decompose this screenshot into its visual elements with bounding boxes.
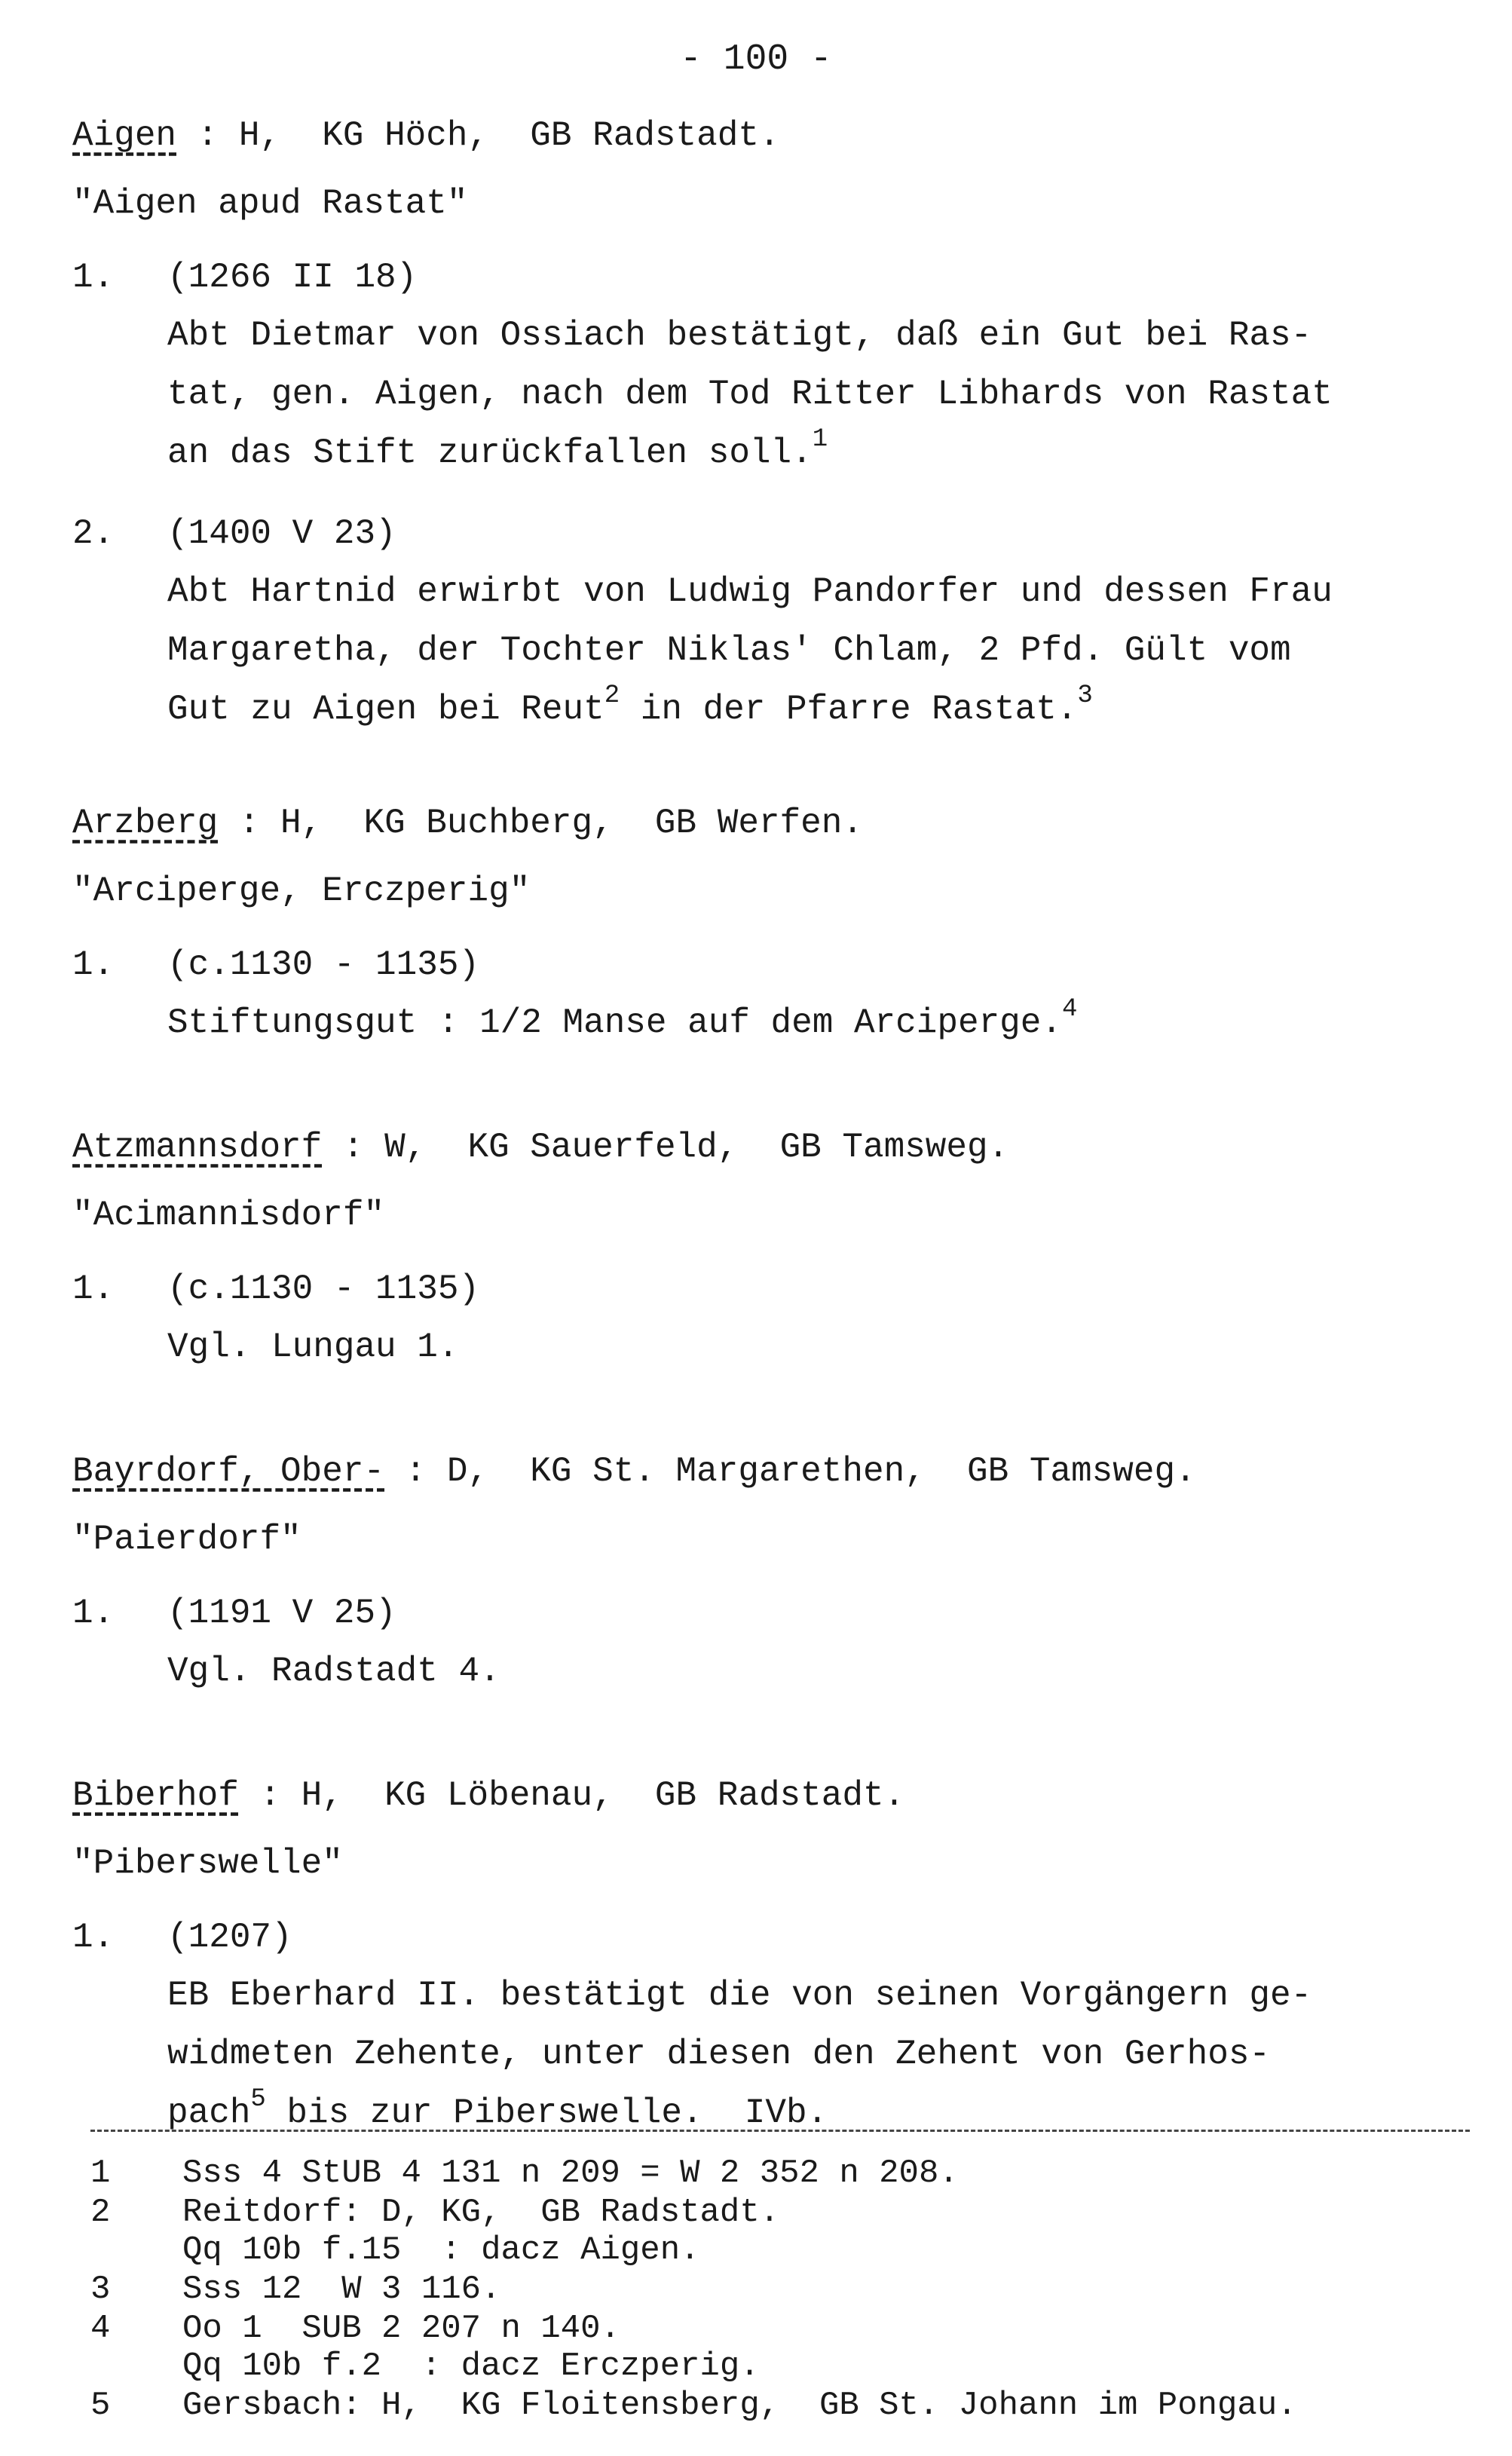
place-details: : W, KG Sauerfeld, GB Tamsweg. (322, 1128, 1009, 1167)
item-date: (c.1130 - 1135) (167, 1269, 480, 1309)
text-line (167, 424, 1467, 482)
item-text (167, 994, 1467, 1052)
footnote-text (182, 2271, 500, 2308)
item-text (167, 562, 1467, 739)
item-text (167, 1318, 1467, 1377)
footnote-line: Qq 10b f.2 : dacz Erczperig. (182, 2347, 760, 2385)
footnote-ref: 4 (1062, 994, 1078, 1024)
footnote-text (182, 2387, 1297, 2424)
entry-heading (72, 1773, 1467, 1818)
item-text (167, 1642, 1467, 1701)
text-line: EB Eberhard II. bestätigt die von seinen Vorgängern ge- (167, 1976, 1312, 2015)
text-line: widmeten Zehente, unter diesen den Zehent von Gerhos- (167, 2035, 1271, 2074)
historic-name: "Paierdorf" (72, 1520, 301, 1559)
historic-name: "Acimannisdorf" (72, 1196, 385, 1235)
text-line (167, 680, 1467, 739)
footnote (90, 2387, 1297, 2424)
entry-biberhof (72, 1773, 1467, 2142)
footnote (90, 2271, 500, 2308)
footnote (90, 2194, 779, 2269)
footnote-text (182, 2154, 959, 2192)
entry-atzmannsdorf (72, 1125, 1467, 1377)
text-segment: Gut zu Aigen bei Reut (167, 690, 604, 729)
text-line (167, 994, 1467, 1052)
item-number: 1. (72, 1594, 115, 1633)
place-name: Arzberg (72, 804, 219, 843)
item-number: 1. (72, 1269, 115, 1309)
place-name: Bayrdorf, Ober- (72, 1452, 385, 1491)
footnote-line: Reitdorf: D, KG, GB Radstadt. (182, 2194, 780, 2231)
place-details: : H, KG Höch, GB Radstadt. (176, 116, 780, 155)
footnote-number: 1 (90, 2154, 111, 2192)
footnote (90, 2310, 760, 2385)
record-item (72, 1909, 1467, 2142)
text-segment: Stiftungsgut : 1/2 Manse auf dem Arciperge. (167, 1003, 1062, 1043)
text-line (167, 2084, 1467, 2142)
item-number: 1. (72, 945, 115, 985)
record-item (72, 505, 1467, 739)
footnote-text (182, 2194, 779, 2269)
item-date: (1207) (167, 1918, 292, 1957)
item-date: (1400 V 23) (167, 514, 396, 553)
place-details: : H, KG Löbenau, GB Radstadt. (238, 1776, 905, 1815)
record-item (72, 249, 1467, 482)
historic-name: "Piberswelle" (72, 1844, 343, 1883)
footnote-line: Oo 1 SUB 2 207 n 140. (182, 2310, 620, 2347)
item-date: (1266 II 18) (167, 258, 418, 297)
place-details: : H, KG Buchberg, GB Werfen. (218, 804, 863, 843)
item-number: 1. (72, 1918, 115, 1957)
text-line: Margaretha, der Tochter Niklas' Chlam, 2 Pfd. Gült vom (167, 631, 1291, 670)
record-item (72, 936, 1467, 1052)
item-number: 1. (72, 258, 115, 297)
footnote-number: 5 (90, 2387, 111, 2424)
footnote-separator (90, 2130, 1470, 2132)
footnote-line: Sss 4 StUB 4 131 n 209 = W 2 352 n 208. (182, 2154, 959, 2192)
record-item (72, 1260, 1467, 1377)
place-name: Aigen (72, 116, 177, 155)
text-line: Abt Dietmar von Ossiach bestätigt, daß ein Gut bei Ras- (167, 316, 1312, 355)
text-line: tat, gen. Aigen, nach dem Tod Ritter Libhards von Rastat (167, 375, 1333, 414)
text-segment: bis zur Piberswelle. IVb. (265, 2093, 828, 2133)
historic-name: "Aigen apud Rastat" (72, 184, 468, 223)
entry-aigen (72, 113, 1467, 739)
place-name: Biberhof (72, 1776, 239, 1815)
footnote-ref: 3 (1077, 681, 1093, 710)
historic-name: "Arciperge, Erczperig" (72, 871, 531, 911)
text-line: Vgl. Radstadt 4. (167, 1652, 500, 1691)
footnote-number: 3 (90, 2271, 111, 2308)
footnote-ref: 2 (604, 681, 620, 710)
item-text (167, 1966, 1467, 2142)
text-line: Abt Hartnid erwirbt von Ludwig Pandorfer und dessen Frau (167, 572, 1333, 611)
text-segment: in der Pfarre Rastat. (620, 690, 1078, 729)
item-number: 2. (72, 514, 115, 553)
footnote-ref: 1 (812, 424, 828, 454)
entry-arzberg (72, 801, 1467, 1052)
footnote-line: Sss 12 W 3 116. (182, 2271, 501, 2308)
text-segment: pach (167, 2093, 251, 2133)
footnote-line: Qq 10b f.15 : dacz Aigen. (182, 2231, 700, 2269)
footnote-number: 4 (90, 2310, 111, 2347)
footnote-number: 2 (90, 2194, 111, 2231)
record-item (72, 1585, 1467, 1701)
entry-bayrdorf (72, 1449, 1467, 1701)
place-name: Atzmannsdorf (72, 1128, 323, 1167)
entry-heading (72, 1125, 1467, 1170)
item-date: (1191 V 25) (167, 1594, 396, 1633)
text-line: Vgl. Lungau 1. (167, 1328, 459, 1367)
text-segment: an das Stift zurückfallen soll. (167, 433, 813, 473)
footnote-line: Gersbach: H, KG Floitensberg, GB St. Johann im Pongau. (182, 2387, 1297, 2424)
footnote-ref: 5 (250, 2084, 266, 2114)
page-number: - 100 - (680, 39, 832, 80)
item-text (167, 306, 1467, 482)
footnote-text (182, 2310, 760, 2385)
item-date: (c.1130 - 1135) (167, 945, 480, 985)
entry-heading (72, 113, 1467, 158)
place-details: : D, KG St. Margarethen, GB Tamsweg. (384, 1452, 1196, 1491)
entry-heading (72, 801, 1467, 846)
entry-heading (72, 1449, 1467, 1494)
footnote (90, 2154, 959, 2192)
